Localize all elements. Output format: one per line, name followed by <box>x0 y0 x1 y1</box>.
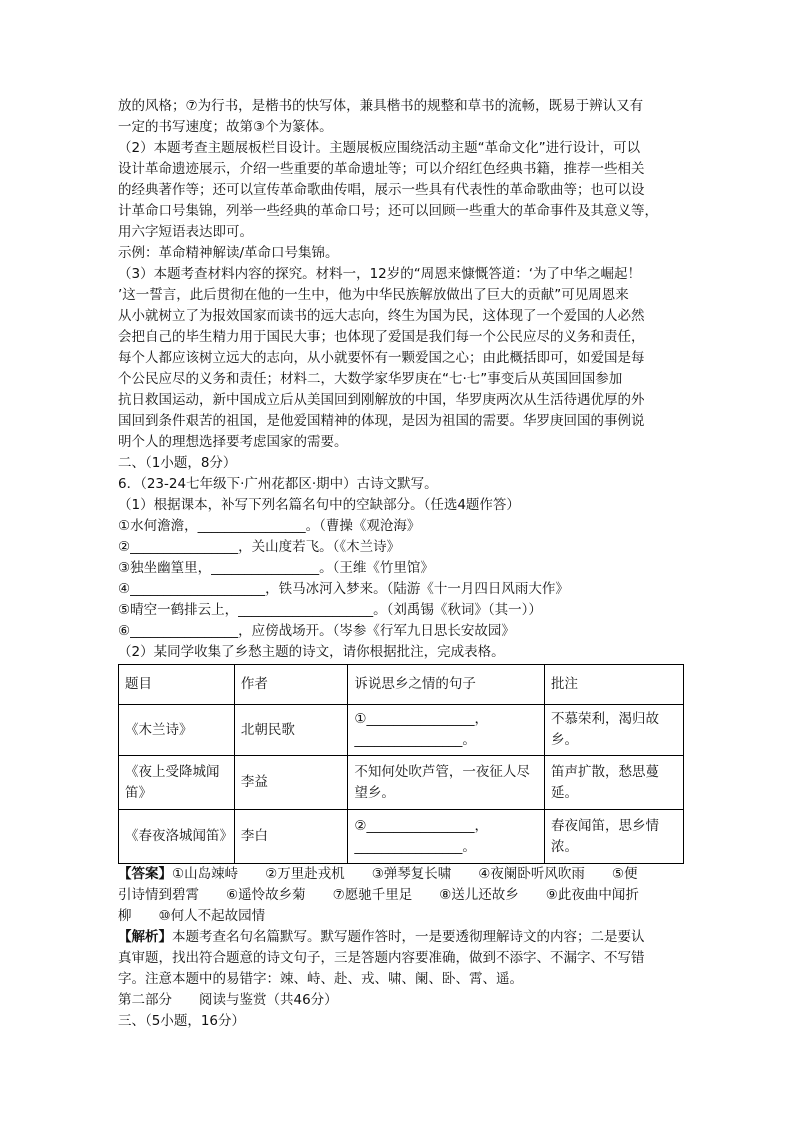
text-line: 一定的书写速度；故第③个为篆体。 <box>118 119 333 135</box>
text-line: ①水何澹澹，________________。（曹操《观沧海》 <box>118 518 421 534</box>
poem-line: ________________。 <box>354 732 476 748</box>
table-row <box>119 705 684 756</box>
poem-line-cell <box>348 756 545 810</box>
text-line: 设计革命遗迹展示，介绍一些重要的革命遗址等；可以介绍红色经典书籍，推荐一些相关 <box>118 161 645 177</box>
text-line: 抗日救国运动，新中国成立后从美国回到刚解放的中国，华罗庚两次从生活待遇优厚的外 <box>118 392 645 408</box>
text-line: ④____________________，铁马冰河入梦来。（陆游《十一月四日风雨大作》 <box>118 581 569 597</box>
poem-line: 不知何处吹芦管，一夜征人尽 <box>354 763 530 780</box>
text-line: 的经典著作等；还可以宣传革命歌曲传唱，展示一些具有代表性的革命歌曲等；也可以设 <box>118 182 645 198</box>
text-line: （2）某同学收集了乡愁主题的诗文，请你根据批注，完成表格。 <box>118 644 505 660</box>
text-line: 二、（1小题，8分） <box>118 455 237 471</box>
poem-line-cell <box>348 810 545 864</box>
text-line: 每个人都应该树立远大的志向，从小就要怀有一颗爱国之心；由此概括即可，如爱国是每 <box>118 350 645 366</box>
poem-note: 笛声扩散，愁思蔓延。 <box>545 756 684 810</box>
analysis-line: 【解析】本题考查名句名篇默写。默写题作答时，一是要透彻理解诗文的内容；二是要认 <box>118 929 645 945</box>
text-line: （1）根据课本，补写下列名篇名句中的空缺部分。（任选4题作答） <box>118 497 520 513</box>
analysis-line: 字。注意本题中的易错字：竦、峙、赴、戎、啸、阑、卧、霄、遥。 <box>118 971 523 987</box>
text-line: 明个人的理想选择要考虑国家的需要。 <box>118 434 348 450</box>
poem-note: 春夜闻笛，思乡情浓。 <box>545 810 684 864</box>
text-line: 放的风格；⑦为行书，是楷书的快写体，兼具楷书的规整和草书的流畅，既易于辨认又有 <box>118 98 644 114</box>
section-heading: 第二部分 阅读与鉴赏（共46分） <box>118 992 338 1008</box>
analysis-tag: 【解析】 <box>118 929 172 945</box>
text-line: 用六字短语表达即可。 <box>118 224 253 240</box>
poem-line: ①________________， <box>354 711 488 727</box>
poem-note: 不慕荣利，渴归故乡。 <box>545 705 684 756</box>
answer-tag: 【答案】 <box>118 866 172 882</box>
answer-block <box>118 864 684 927</box>
section-heading: 三、（5小题，16分） <box>118 1013 246 1029</box>
answer-line: 【答案】①山岛竦峙 ②万里赴戎机 ③弹琴复长啸 ④夜阑卧听风吹雨 ⑤便 <box>118 866 638 882</box>
text-line: ⑤晴空一鹤排云上，____________________。（刘禹锡《秋词》（其一）） <box>118 602 542 618</box>
text-line: ’这一誓言，此后贯彻在他的一生中，他为中华民族解放做出了巨大的贡献”可见周恩来 <box>118 287 629 303</box>
poem-line: ________________。 <box>354 838 476 855</box>
text-line: 国回到条件艰苦的祖国，是他爱国精神的体现，是因为祖国的需要。华罗庚回国的事例说 <box>118 413 645 429</box>
poem-line: ②________________， <box>354 817 488 834</box>
poem-line-cell <box>348 705 545 756</box>
poem-author: 李白 <box>234 810 347 864</box>
poem-title: 《夜上受降城闻笛》 <box>119 756 235 810</box>
text-line: （2）本题考查主题展板栏目设计。主题展板应围绕活动主题“革命文化”进行设计，可以 <box>118 140 641 156</box>
table-header-cell: 批注 <box>545 665 684 705</box>
table-header-cell: 诉说思乡之情的句子 <box>348 665 545 705</box>
text-line: 从小就树立了为报效国家而读书的远大志向，终生为国为民，这体现了一个爱国的人必然 <box>118 308 645 324</box>
text-line: （3）本题考查材料内容的探究。材料一，12岁的“周恩来慷慨答道：‘为了中华之崛起！ <box>118 266 642 282</box>
table-header-cell: 题目 <box>119 665 235 705</box>
analysis-line: 真审题，找出符合题意的诗文句子，三是答题内容要准确，做到不添字、不漏字、不写错 <box>118 950 645 966</box>
table-header-cell: 作者 <box>234 665 347 705</box>
section-heading-block <box>118 990 684 1032</box>
text-line: 个公民应尽的义务和责任；材料二，大数学家华罗庚在“七·七”事变后从英国回国参加 <box>118 371 623 387</box>
poem-author: 李益 <box>234 756 347 810</box>
text-line: 示例：革命精神解读/革命口号集锦。 <box>118 245 339 261</box>
table-row <box>119 810 684 864</box>
document-page <box>118 96 684 1032</box>
poem-title: 《春夜洛城闻笛》 <box>119 810 235 864</box>
text-line: ⑥________________，应傍战场开。（岑参《行军九日思长安故园》 <box>118 623 515 639</box>
text-line: 计革命口号集锦，列举一些经典的革命口号；还可以回顾一些重大的革命事件及其意义等， <box>118 203 658 219</box>
answer-line: 引诗情到碧霄 ⑥遥怜故乡菊 ⑦愿驰千里足 ⑧送儿还故乡 ⑨此夜曲中闻折 <box>118 887 639 903</box>
poem-author: 北朝民歌 <box>234 705 347 756</box>
text-line: ③独坐幽篁里，________________。（王维《竹里馆》 <box>118 560 434 576</box>
poem-title: 《木兰诗》 <box>119 705 235 756</box>
text-line: 会把自己的毕生精力用于国民大事；也体现了爱国是我们每一个公民应尽的义务和责任， <box>118 329 645 345</box>
table-header-row <box>119 665 684 705</box>
analysis-block <box>118 927 684 990</box>
answer-line: 柳 ⑩何人不起故园情 <box>118 908 266 924</box>
poem-table <box>118 664 684 864</box>
poem-line: 望乡。 <box>354 784 395 801</box>
table-row <box>119 756 684 810</box>
text-line: ②________________，关山度若飞。（《木兰诗》 <box>118 539 401 555</box>
text-line: 6．（23-24七年级下·广州花都区·期中）古诗文默写。 <box>118 476 438 492</box>
paragraph-block <box>118 96 684 663</box>
